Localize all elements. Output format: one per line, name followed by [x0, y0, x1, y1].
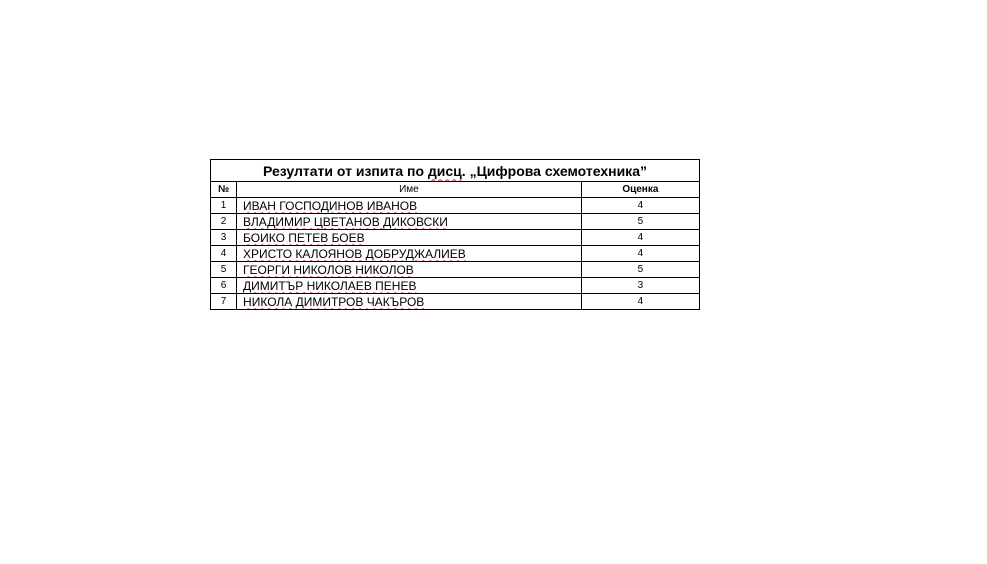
table-body — [211, 198, 700, 310]
row-name-cell: ВЛАДИМИР ЦВЕТАНОВ ДИКОВСКИ — [237, 214, 582, 230]
row-name-cell: ХРИСТО КАЛОЯНОВ ДОБРУДЖАЛИЕВ — [237, 246, 582, 262]
row-number-cell: 3 — [211, 230, 237, 246]
row-grade-cell: 5 — [581, 214, 699, 230]
table-row — [211, 198, 700, 214]
row-grade-cell: 4 — [581, 198, 699, 214]
row-number-cell: 1 — [211, 198, 237, 214]
row-grade-cell: 4 — [581, 294, 699, 310]
column-header-grade: Оценка — [581, 182, 699, 198]
row-grade-cell: 3 — [581, 278, 699, 294]
row-name-cell: НИКОЛА ДИМИТРОВ ЧАКЪРОВ — [237, 294, 582, 310]
row-number-cell: 2 — [211, 214, 237, 230]
table-row — [211, 230, 700, 246]
row-name-cell: БОИКО ПЕТЕВ БОЕВ — [237, 230, 582, 246]
table-row — [211, 294, 700, 310]
row-number-cell: 4 — [211, 246, 237, 262]
row-number-cell: 6 — [211, 278, 237, 294]
results-table — [210, 159, 700, 310]
table-row — [211, 278, 700, 294]
row-number-cell: 5 — [211, 262, 237, 278]
table-title-abbr: дисц — [427, 162, 462, 179]
title-row — [211, 160, 700, 182]
row-number-cell: 7 — [211, 294, 237, 310]
row-name-cell: ГЕОРГИ НИКОЛОВ НИКОЛОВ — [237, 262, 582, 278]
table-row — [211, 262, 700, 278]
table-title — [211, 160, 700, 182]
row-grade-cell: 5 — [581, 262, 699, 278]
row-grade-cell: 4 — [581, 246, 699, 262]
row-grade-cell: 4 — [581, 230, 699, 246]
row-name-cell: ИВАН ГОСПОДИНОВ ИВАНОВ — [237, 198, 582, 214]
table-title-suffix: . „Цифрова схемотехника” — [461, 162, 647, 179]
table-row — [211, 214, 700, 230]
header-row — [211, 182, 700, 198]
table-row — [211, 246, 700, 262]
column-header-name: Име — [237, 182, 582, 198]
table-title-prefix: Резултати от изпита по — [263, 162, 428, 179]
column-header-number: № — [211, 182, 237, 198]
row-name-cell: ДИМИТЪР НИКОЛАЕВ ПЕНЕВ — [237, 278, 582, 294]
